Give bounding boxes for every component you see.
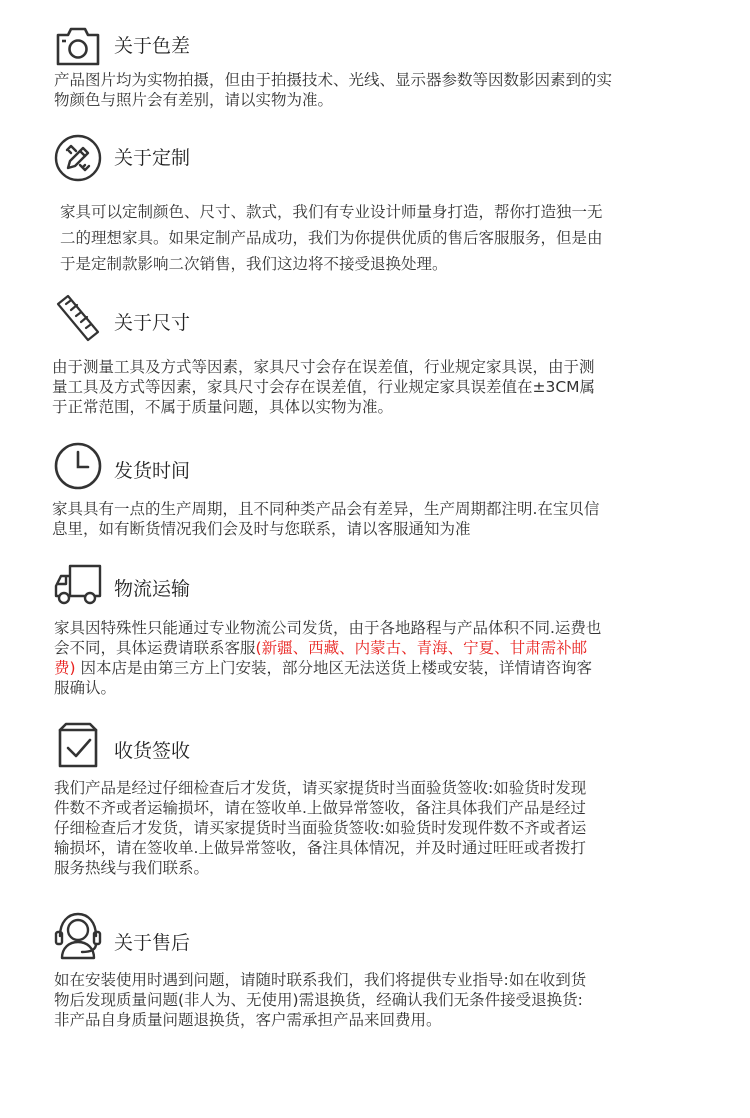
section-title: 关于尺寸 — [114, 312, 191, 334]
body-line: 量工具及方式等因素，家具尺寸会存在误差值，行业规定家具误差值在±3CM属 — [52, 378, 596, 396]
section-header — [52, 292, 652, 344]
highlight-text: (新疆、西藏、内蒙古、青海、宁夏、甘肃需补邮 — [255, 639, 588, 657]
body-line — [54, 658, 704, 678]
body-line: 输损坏，请在签收单.上做异常签收，备注具体情况，并及时通过旺旺或者拨打 — [54, 839, 586, 857]
section-title: 关于售后 — [114, 932, 191, 954]
body-line: 件数不齐或者运输损坏，请在签收单.上做异常签收，备注具体我们产品是经过 — [54, 799, 586, 817]
truck-icon — [52, 560, 104, 612]
body-line: 家具具有一点的生产周期，且不同种类产品会有差异，生产周期都注明.在宝贝信 — [52, 500, 600, 518]
section-body — [54, 778, 704, 878]
section-header — [52, 560, 652, 612]
section-body — [52, 357, 702, 417]
body-line: 非产品自身质量问题退换货，客户需承担产品来回费用。 — [54, 1011, 442, 1029]
section-body — [54, 970, 704, 1030]
headset-icon — [52, 910, 104, 962]
body-line: 物颜色与照片会有差别，请以实物为准。 — [54, 91, 334, 109]
section-title: 发货时间 — [114, 460, 191, 482]
body-line — [54, 638, 704, 658]
body-line: 家具因特殊性只能通过专业物流公司发货，由于各地路程与产品体积不同.运费也 — [54, 619, 602, 637]
section-title: 关于色差 — [114, 35, 191, 57]
section-header — [52, 720, 652, 772]
section-header — [52, 20, 652, 72]
section-header — [52, 440, 652, 492]
clock-icon — [52, 440, 104, 492]
section-body — [60, 199, 710, 277]
ruler-icon — [52, 292, 104, 344]
body-line: 二的理想家具。如果定制产品成功，我们为你提供优质的售后客服服务，但是由 — [60, 229, 603, 247]
body-line: 物后发现质量问题(非人为、无使用)需退换货，经确认我们无条件接受退换货: — [54, 991, 583, 1009]
section-body — [54, 618, 704, 698]
section-header — [52, 910, 652, 962]
highlight-text: 费) — [54, 659, 76, 677]
body-line: 由于测量工具及方式等因素，家具尺寸会存在误差值，行业规定家具误，由于测 — [52, 358, 595, 376]
body-text: 会不同，具体运费请联系客服 — [54, 639, 256, 657]
body-line: 家具可以定制颜色、尺寸、款式，我们有专业设计师量身打造，帮你打造独一无 — [60, 203, 603, 221]
customize-icon — [52, 132, 104, 184]
section-title: 收货签收 — [114, 740, 191, 762]
section-body — [52, 499, 702, 539]
body-text: 因本店是由第三方上门安装，部分地区无法送货上楼或安装，详情请咨询客 — [75, 659, 592, 677]
body-line: 服务热线与我们联系。 — [54, 859, 210, 877]
body-line: 我们产品是经过仔细检查后才发货，请买家提货时当面验货签收:如验货时发现 — [54, 779, 587, 797]
body-line: 息里，如有断货情况我们会及时与您联系，请以客服通知为准 — [52, 520, 471, 538]
body-line: 如在安装使用时遇到问题，请随时联系我们，我们将提供专业指导:如在收到货 — [54, 971, 587, 989]
body-line: 产品图片均为实物拍摄，但由于拍摄技术、光线、显示器参数等因数影因素到的实 — [54, 71, 613, 89]
section-header — [52, 132, 652, 184]
camera-icon — [52, 20, 104, 72]
checkbox-icon — [52, 720, 104, 772]
section-body — [54, 70, 704, 110]
body-line: 于是定制款影响二次销售，我们这边将不接受退换处理。 — [60, 255, 448, 273]
section-title: 物流运输 — [114, 578, 191, 600]
body-line: 服确认。 — [54, 679, 117, 697]
body-line: 于正常范围，不属于质量问题，具体以实物为准。 — [52, 398, 394, 416]
body-line: 仔细检查后才发货，请买家提货时当面验货签收:如验货时发现件数不齐或者运 — [54, 819, 587, 837]
section-title: 关于定制 — [114, 147, 191, 169]
